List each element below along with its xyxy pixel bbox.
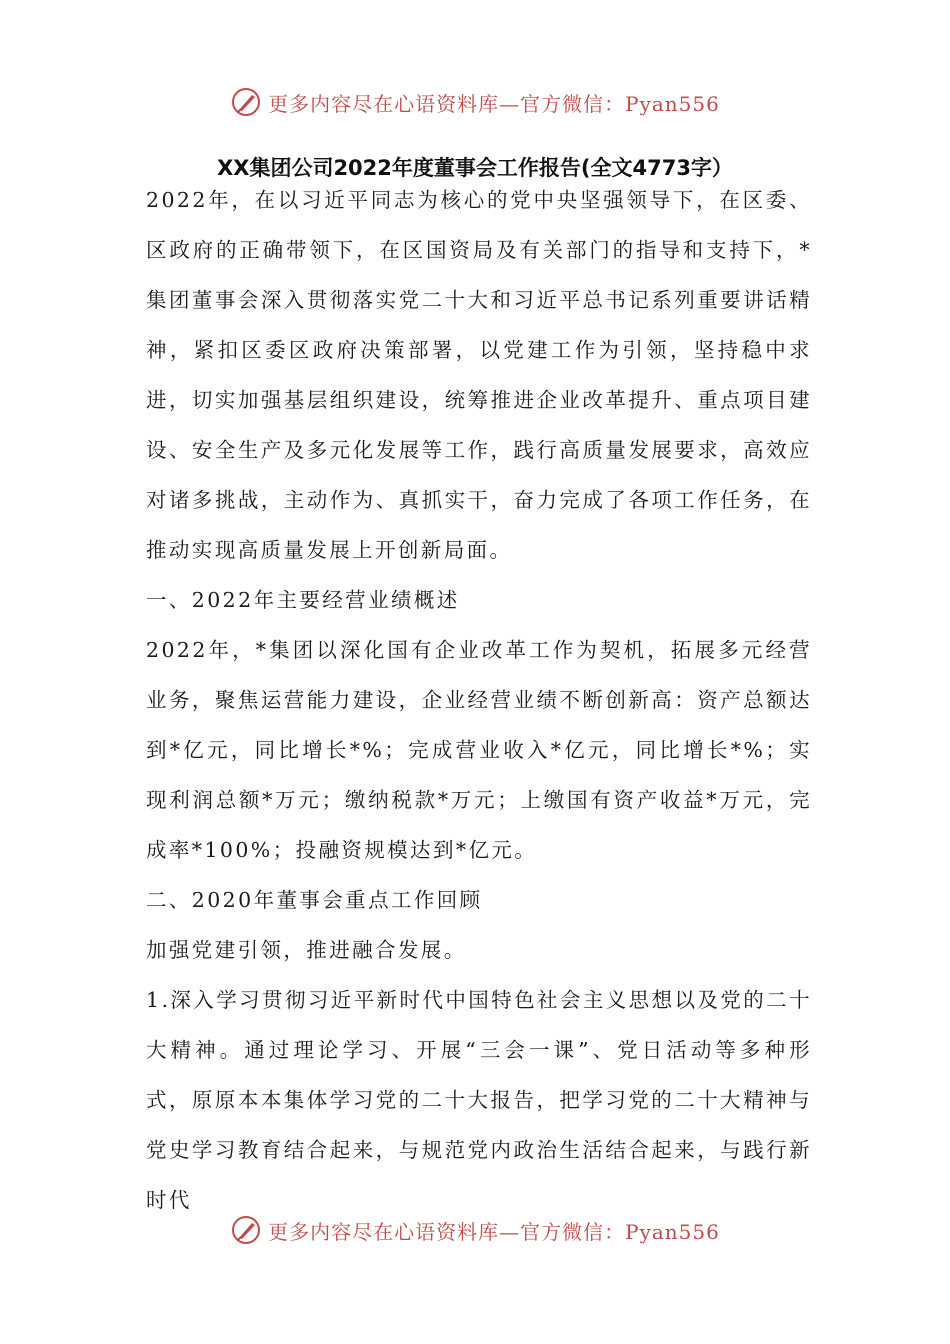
quill-pen-icon [230,1214,262,1246]
footer-watermark [0,1210,950,1250]
subheading-party-building: 加强党建引领，推进融合发展。 [146,938,467,962]
header-watermark [0,82,950,122]
section-heading-1: 一、2022年主要经营业绩概述 [146,588,460,612]
watermark-text: 更多内容尽在心语资料库—官方微信：Pyan556 [268,1219,720,1244]
document-body [146,175,812,1225]
paragraph-intro: 2022年，在以习近平同志为核心的党中央坚强领导下，在区委、区政府的正确带领下，在区国资局及有关部门的指导和支持下，*集团董事会深入贯彻落实党二十大和习近平总书记系列重要讲话精神，紧扣区委区政府决策部署，以党建工作为引领，坚持稳中求进，切实加强基层组织建设，统筹推进企业改革提升、重点项目建设、安全生产及多元化发展等工作，践行高质量发展要求，高效应对诸多挑战，主动作为、真抓实干，奋力完成了各项工作任务，在推动实现高质量发展上开创新局面。 [146,188,812,562]
paragraph-study: 1.深入学习贯彻习近平新时代中国特色社会主义思想以及党的二十大精神。通过理论学习、开展“三会一课”、党日活动等多种形式，原原本本集体学习党的二十大报告，把学习党的二十大精神与党史学习教育结合起来，与规范党内政治生活结合起来，与践行新时代 [146,988,812,1212]
watermark-text: 更多内容尽在心语资料库—官方微信：Pyan556 [268,91,720,116]
section-heading-2: 二、2020年董事会重点工作回顾 [146,888,483,912]
page-title: XX集团公司2022年度董事会工作报告(全文4773字） [217,156,733,180]
quill-pen-icon [230,86,262,118]
paragraph-performance: 2022年，*集团以深化国有企业改革工作为契机，拓展多元经营业务，聚焦运营能力建设，企业经营业绩不断创新高：资产总额达到*亿元，同比增长*%；完成营业收入*亿元，同比增长*%；实现利润总额*万元；缴纳税款*万元；上缴国有资产收益*万元，完成率*100%；投融资规模达到*亿元。 [146,638,812,862]
